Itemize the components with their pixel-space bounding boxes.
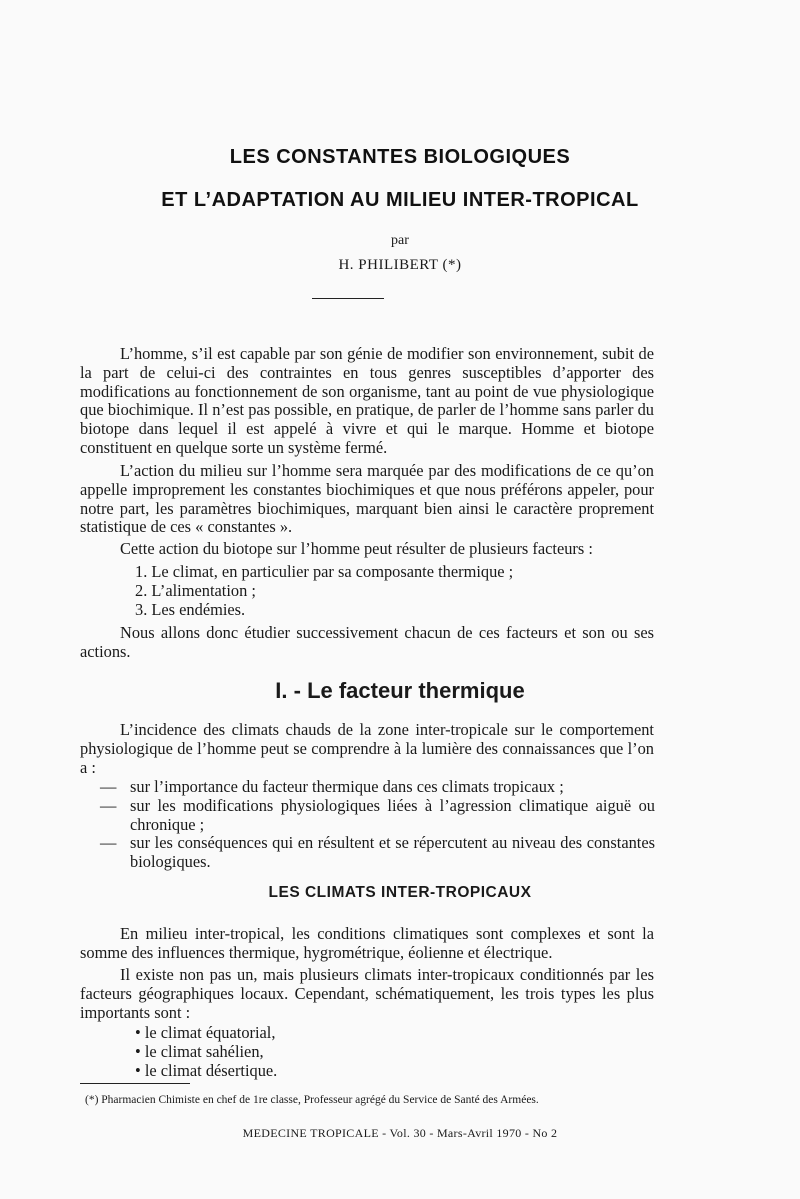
section-paragraph: L’incidence des climats chauds de la zone inter-tropicale sur le comportement physiologique de l’homme peut se comprendre à la lumière des connaissances que l’on a :	[80, 720, 654, 777]
footnote-rule	[80, 1083, 190, 1084]
section-paragraph-block	[80, 721, 654, 782]
section-heading: I. - Le facteur thermique	[275, 678, 525, 703]
intro-paragraphs	[80, 345, 654, 463]
subsection-paragraph-2: Il existe non pas un, mais plusieurs climats inter-tropicaux conditionnés par les facteurs géographiques locaux. Cependant, schématiquement, les trois types les plus importants sont :	[80, 965, 654, 1022]
factor-item: 1. Le climat, en particulier par sa composante thermique ;	[135, 562, 514, 581]
dash-list-item	[100, 797, 655, 835]
factor-list	[135, 563, 513, 619]
dash-item-text: sur les modifications physiologiques liées à l’agression climatique aiguë ou chronique ;	[130, 796, 655, 834]
intro-paragraph-2: L’action du milieu sur l’homme sera marquée par des modifications de ce qu’on appelle improprement les constantes biochimiques et que nous préférons appeler, pour notre part, les paramètres biochimiques, marquant bien ainsi le caractère proprement statistique de ces « constantes ».	[80, 461, 654, 537]
climate-item: • le climat sahélien,	[135, 1041, 264, 1061]
by-label: par	[391, 233, 409, 248]
dash-item-text: sur les conséquences qui en résultent et se répercutent au niveau des constantes biologiques.	[130, 833, 655, 871]
climate-item: • le climat désertique.	[135, 1060, 278, 1080]
intro-paragraph-3-block	[80, 540, 654, 564]
title-line-2: ET L’ADAPTATION AU MILIEU INTER-TROPICAL	[161, 189, 639, 211]
dash-item-text: sur l’importance du facteur thermique dans ces climats tropicaux ;	[130, 777, 564, 796]
dash-marker: —	[100, 777, 117, 796]
title-rule	[312, 298, 384, 299]
title-line-1: LES CONSTANTES BIOLOGIQUES	[229, 146, 571, 168]
climate-item: • le climat équatorial,	[135, 1023, 276, 1042]
footnote: (*) Pharmacien Chimiste en chef de 1re classe, Professeur agrégé du Service de Santé des Armées.	[85, 1094, 539, 1106]
intro-paragraph-4: Nous allons donc étudier successivement chacun de ces facteurs et son ou ses actions.	[80, 623, 654, 661]
intro-paragraph-2-block	[80, 462, 654, 542]
dash-marker: —	[100, 833, 117, 852]
factor-item: 2. L’alimentation ;	[135, 580, 256, 600]
dash-marker: —	[100, 796, 117, 815]
subsection-paragraph-1-block	[80, 925, 654, 968]
subsection-paragraph-2-block	[80, 966, 654, 1027]
climate-list	[135, 1024, 277, 1080]
journal-footer: MEDECINE TROPICALE - Vol. 30 - Mars-Avril 1970 - No 2	[242, 1126, 558, 1140]
intro-paragraph-3: Cette action du biotope sur l’homme peut résulter de plusieurs facteurs :	[120, 539, 593, 558]
intro-paragraph-1: L’homme, s’il est capable par son génie de modifier son environnement, subit de la part de celui-ci des contraintes en tous genres susceptibles d’apporter des modifications au fonctionnement de son organisme, tant au point de vue physiologique que biochimique. Il n’est pas possible, en pratique, de parler de l’homme sans parler du biotope dans lequel il est appelé à vivre et qui le marque. Homme et biotope constituent en quelque sorte un système fermé.	[80, 344, 654, 457]
author-name: H. PHILIBERT (*)	[338, 257, 462, 273]
dash-list-item	[100, 834, 655, 872]
intro-paragraph-4-block	[80, 624, 654, 667]
subsection-heading: LES CLIMATS INTER-TROPICAUX	[268, 884, 532, 901]
factor-item: 3. Les endémies.	[135, 599, 246, 619]
dash-list-item	[100, 778, 655, 797]
subsection-paragraph-1: En milieu inter-tropical, les conditions climatiques sont complexes et sont la somme des influences thermique, hygrométrique, éolienne et électrique.	[80, 924, 654, 962]
